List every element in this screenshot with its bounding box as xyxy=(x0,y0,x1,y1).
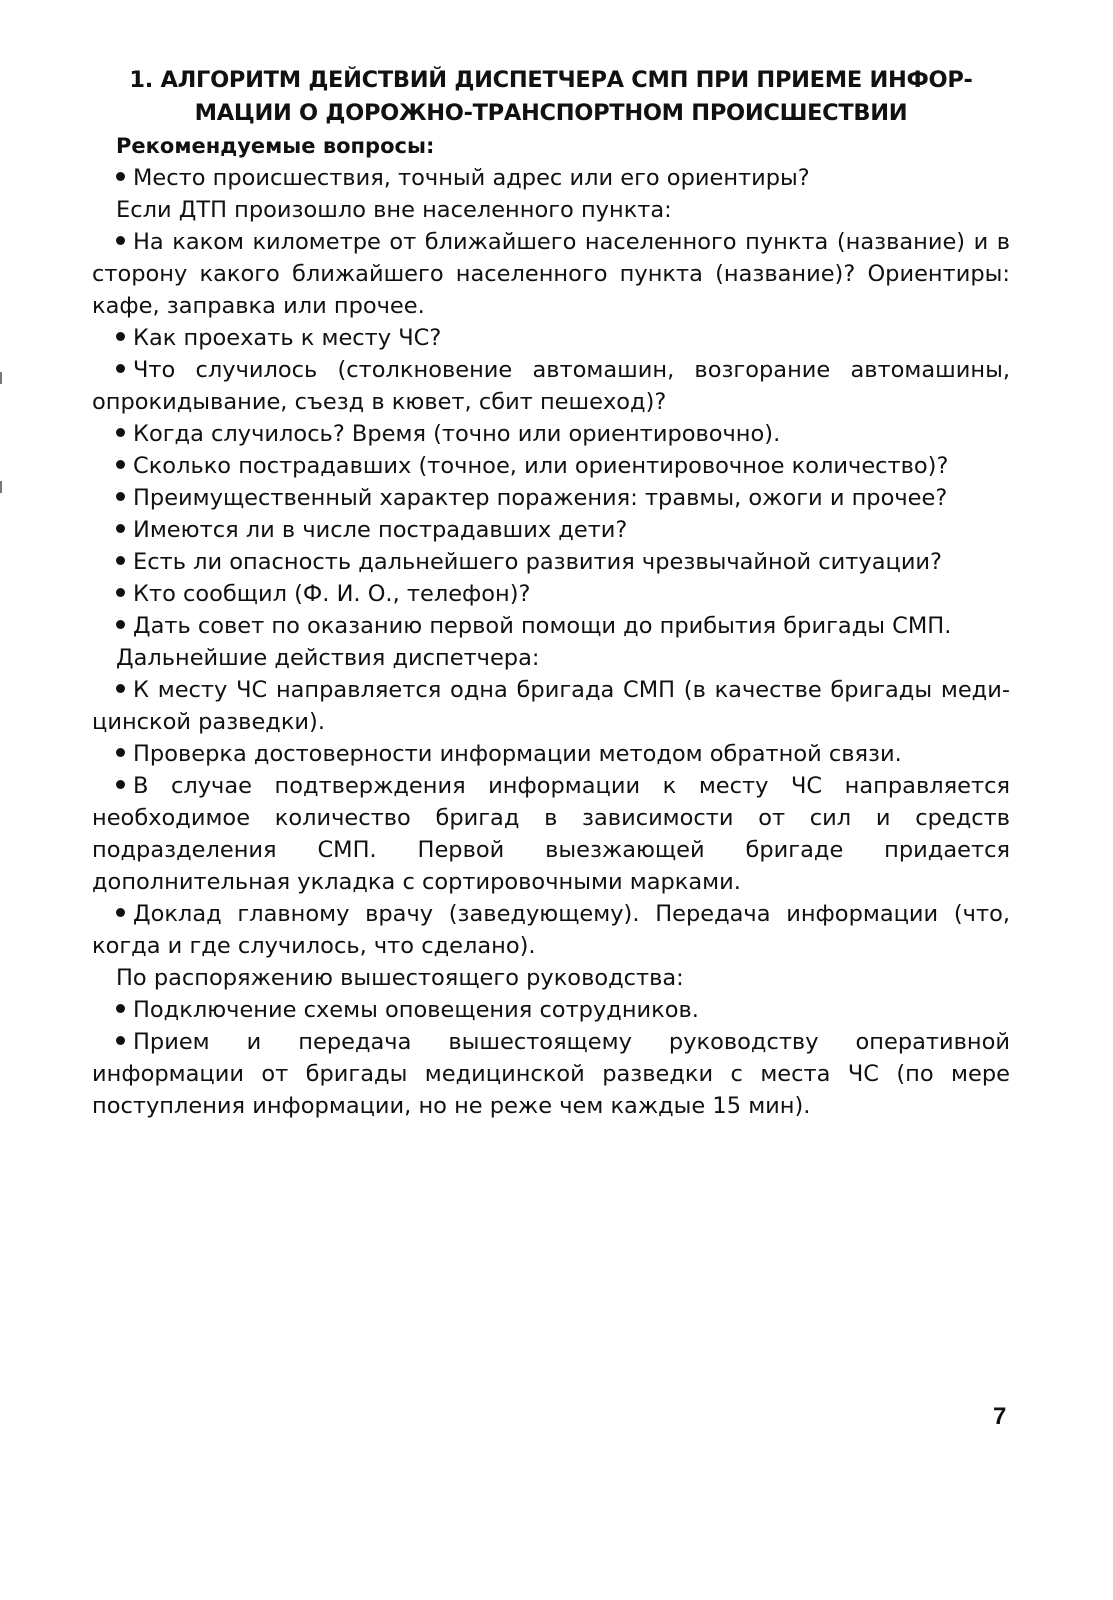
paragraph-text: Проверка достоверности информации методом обратной связи. xyxy=(133,741,902,767)
paragraph-text: По распоряжению вышестоящего руководства: xyxy=(116,965,684,991)
bullet-icon xyxy=(116,556,125,565)
recommended-questions-label: Рекомендуемые вопросы: xyxy=(116,134,435,158)
paragraph-text: Дать совет по оказанию первой помощи до прибытия бригады СМП. xyxy=(133,613,952,639)
document-page xyxy=(92,64,1010,1122)
paragraph-text: Кто сообщил (Ф. И. О., телефон)? xyxy=(133,581,531,607)
section-heading-line-2: МАЦИИ О ДОРОЖНО-ТРАНСПОРТНОМ ПРОИСШЕСТВИИ xyxy=(194,100,908,126)
paragraph-text: Если ДТП произошло вне населенного пункта: xyxy=(116,197,672,223)
paragraph-text: На каком километре от ближайшего населенного пункта (название) и в сторону какого ближайшего населенного пункта (название)? Ориентиры: кафе, заправка или прочее. xyxy=(92,229,1010,319)
bullet-icon xyxy=(116,332,125,341)
bullet-icon xyxy=(116,684,125,693)
scan-edge-mark xyxy=(0,372,2,384)
bullet-item xyxy=(92,994,1010,1026)
bullet-icon xyxy=(116,492,125,501)
bullet-icon xyxy=(116,1004,125,1013)
page-number: 7 xyxy=(993,1403,1007,1430)
text-paragraph xyxy=(92,642,1010,674)
bullet-icon xyxy=(116,364,125,373)
bullet-item xyxy=(92,546,1010,578)
paragraph-text: Как проехать к месту ЧС? xyxy=(133,325,442,351)
bullet-icon xyxy=(116,748,125,757)
bullet-icon xyxy=(116,588,125,597)
bullet-item xyxy=(92,514,1010,546)
paragraph-text: Дальнейшие действия диспетчера: xyxy=(116,645,540,671)
bullet-item xyxy=(92,610,1010,642)
bullet-icon xyxy=(116,460,125,469)
paragraph-text: Прием и передача вышестоящему руководству оперативной информации от бригады медицинской разведки с места ЧС (по мере поступления информации, но не реже чем каждые 15 мин). xyxy=(92,1029,1010,1119)
paragraph-text: В случае подтверждения информации к месту ЧС направляется необходимое количество бригад в зависимости от сил и средств подразделения СМП. Первой выезжающей бригаде придается дополнительная укладка с сортировочными марками. xyxy=(92,773,1010,895)
paragraph-text: Имеются ли в числе пострадавших дети? xyxy=(133,517,628,543)
text-paragraph xyxy=(92,194,1010,226)
bullet-item xyxy=(92,418,1010,450)
body-text xyxy=(92,162,1010,1122)
paragraph-text: К месту ЧС направляется одна бригада СМП (в качестве бригады медицинской разведки). xyxy=(92,677,1010,735)
bullet-item xyxy=(92,354,1010,418)
bullet-icon xyxy=(116,236,125,245)
bullet-icon xyxy=(116,524,125,533)
section-heading-line-1: 1. АЛГОРИТМ ДЕЙСТВИЙ ДИСПЕТЧЕРА СМП ПРИ ПРИЕМЕ ИНФОР- xyxy=(129,67,973,93)
bullet-icon xyxy=(116,172,125,181)
paragraph-text: Сколько пострадавших (точное, или ориентировочное количество)? xyxy=(133,453,949,479)
paragraph-text: Есть ли опасность дальнейшего развития чрезвычайной ситуации? xyxy=(133,549,943,575)
paragraph-text: Доклад главному врачу (заведующему). Передача информации (что, когда и где случилось, что сделано). xyxy=(92,901,1010,959)
bullet-item xyxy=(92,578,1010,610)
bullet-item xyxy=(92,738,1010,770)
paragraph-text: Место происшествия, точный адрес или его ориентиры? xyxy=(133,165,810,191)
bullet-icon xyxy=(116,908,125,917)
paragraph-text: Подключение схемы оповещения сотрудников. xyxy=(133,997,699,1023)
bullet-item xyxy=(92,162,1010,194)
bullet-icon xyxy=(116,780,125,789)
bullet-item xyxy=(92,322,1010,354)
bullet-item xyxy=(92,226,1010,322)
bullet-icon xyxy=(116,428,125,437)
bullet-icon xyxy=(116,1036,125,1045)
bullet-item xyxy=(92,770,1010,898)
paragraph-text: Когда случилось? Время (точно или ориентировочно). xyxy=(133,421,781,447)
bullet-item xyxy=(92,1026,1010,1122)
bullet-item xyxy=(92,674,1010,738)
bullet-icon xyxy=(116,620,125,629)
text-paragraph xyxy=(92,962,1010,994)
bullet-item xyxy=(92,898,1010,962)
bullet-item xyxy=(92,450,1010,482)
paragraph-text: Преимущественный характер поражения: травмы, ожоги и прочее? xyxy=(133,485,948,511)
paragraph-text: Что случилось (столкновение автомашин, возгорание автомашины, опрокидывание, съезд в кювет, сбит пешеход)? xyxy=(92,357,1010,415)
bullet-item xyxy=(92,482,1010,514)
scan-edge-mark xyxy=(0,481,2,493)
